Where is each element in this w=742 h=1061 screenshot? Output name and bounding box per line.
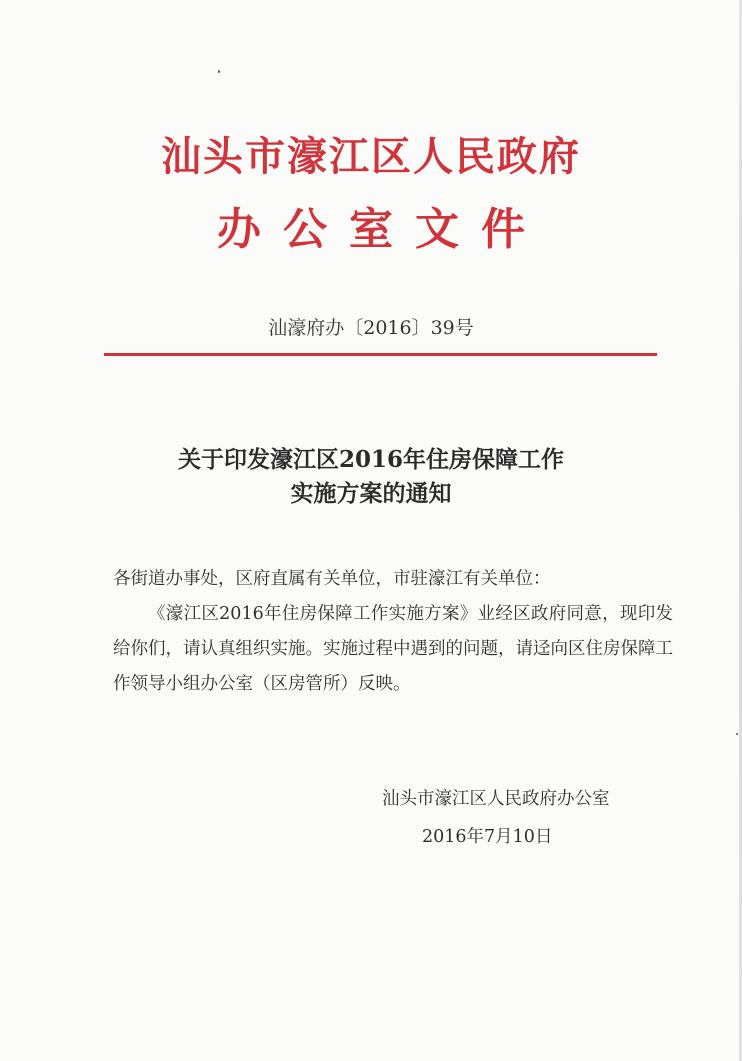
document-title [0, 443, 742, 511]
addressee-line: 各街道办事处，区府直属有关单位，市驻濠江有关单位： [113, 569, 551, 589]
issue-date: 2016年7月10日 [422, 827, 553, 847]
title-line-1: 关于印发濠江区2016年住房保障工作 [177, 446, 564, 473]
red-divider-line [104, 353, 657, 356]
scan-speck [218, 70, 220, 73]
signing-organization: 汕头市濠江区人民政府办公室 [382, 789, 610, 809]
title-line-2: 实施方案的通知 [290, 480, 452, 507]
document-type-heading: 办公室文件 [217, 204, 547, 255]
body-paragraph: 《濠江区2016年住房保障工作实施方案》业经区政府同意，现印发给你们，请认真组织实施。实施过程中遇到的问题，请迳向区住房保障工作领导小组办公室（区房管所）反映。 [113, 604, 673, 694]
document-body [113, 562, 673, 702]
scan-speck [736, 733, 738, 735]
document-number: 汕濠府办〔2016〕39号 [268, 317, 474, 339]
issuing-agency-name: 汕头市濠江区人民政府 [161, 133, 581, 180]
